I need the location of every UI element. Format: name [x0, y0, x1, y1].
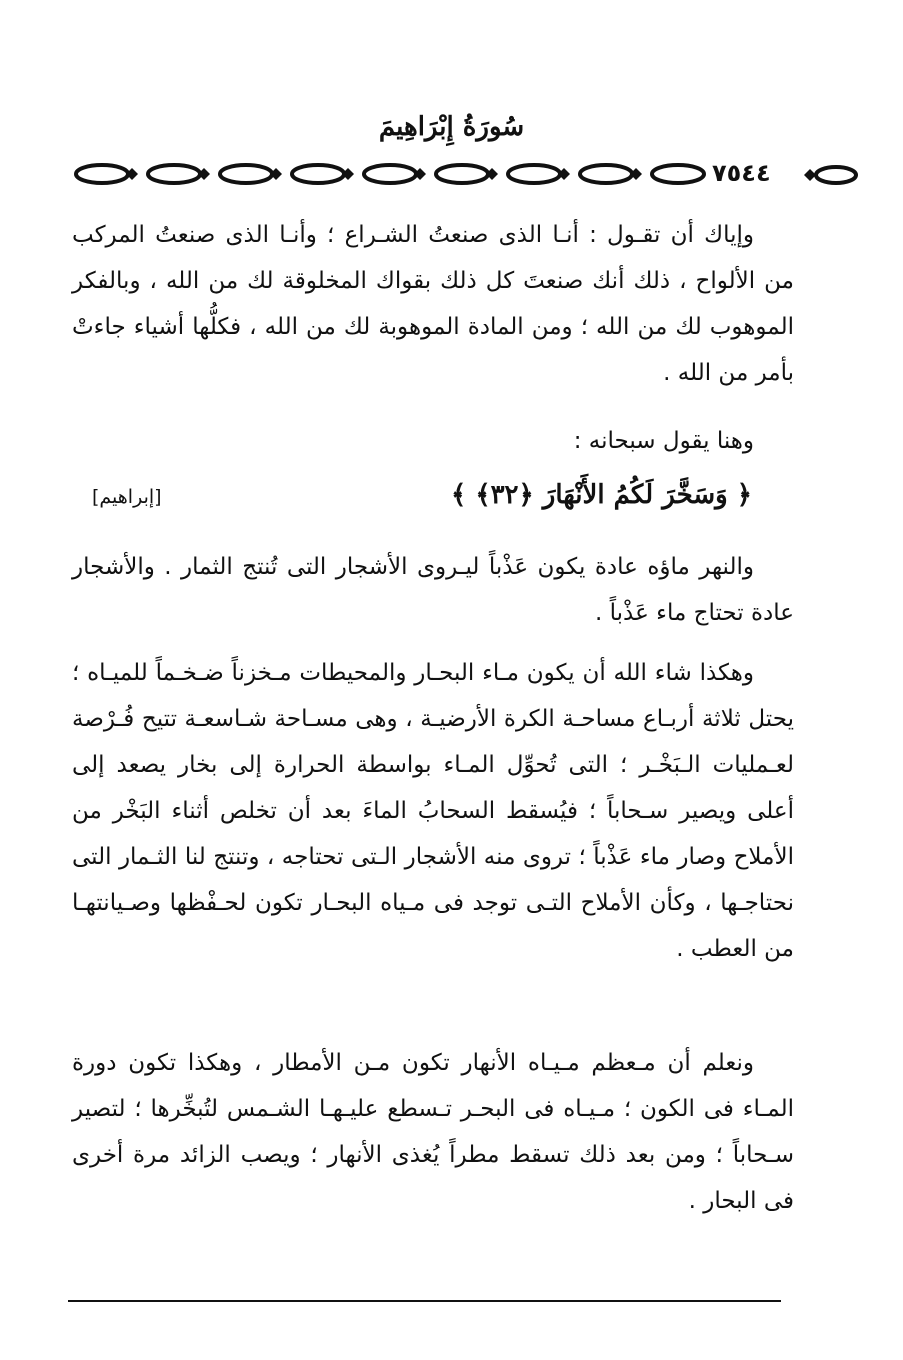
paragraph-4: وهكذا شاء الله أن يكون مـاء البحـار والمحيطات مـخزناً ضـخـماً للميـاه ؛ يحتل ثلاثة أربـاع مساحـة الكرة الأرضيـة ، وهى مسـاحة شـاسعـة تتيح فُـرْصة لعـمليات الـبَخْـر ؛ التى تُحوِّل المـاء بواسطة الحرارة إلى بخار يصعد إلى أعلى ويصير سـحاباً ؛ فيُسقط السحابُ الماءَ بعد أن تخلص أثناء البَخْر من الأملاح وصار ماء عَذْباً ؛ تروى منه الأشجار الـتى تحتاجه ، وتنتج لنا الثـمار التى نحتاجـها ، وكأن الأملاح التـى توجد فى مـياه البحـار تكون لحـفْظها وصـيانتهـا من العطب .	[72, 660, 794, 962]
paragraph-5: ونعلم أن مـعظم مـيـاه الأنهار تكون مـن الأمطار ، وهكذا تكون دورة المـاء فى الكون ؛ مـيـاه فى البحـر تـسطع عليـهـا الشـمس لتُبخِّرها ؛ لتصير سـحاباً ؛ ومن بعد ذلك تسقط مطراً يُغذى الأنهار ؛ ويصب الزائد مرة أخرى فى البحار .	[72, 1050, 794, 1214]
footer-rule	[68, 1300, 781, 1302]
verse-reference: [إبراهيم]	[92, 486, 162, 508]
quran-verse-block	[72, 480, 752, 524]
quran-verse: ﴿ وَسَخَّرَ لَكُمُ الأَنْهَارَ ﴿٣٢﴾ ﴾	[451, 480, 752, 510]
paragraph-3: والنهر ماؤه عادة يكون عَذْباً ليـروى الأشجار التى تُنتج الثمار . والأشجار عادة تحتاج ماء عَذْباً .	[72, 554, 794, 626]
page-number: ٧٥٤٤	[712, 159, 771, 187]
paragraph-2: وهنا يقول سبحانه :	[573, 428, 754, 454]
paragraph-1: وإياك أن تقـول : أنـا الذى صنعتُ الشـراع ؛ وأنـا الذى صنعتُ المركب من الألواح ، ذلك أنك صنعتَ كل ذلك بقواك المخلوقة لك من الله ، وبالفكر الموهوب لك من الله ؛ ومن المادة الموهوبة لك من الله ، فكلُّها أشياء جاءتْ بأمر من الله .	[72, 222, 794, 386]
surah-title: سُورَةُ إِبْرَاهِيمَ	[378, 112, 525, 142]
header-ornament-end	[800, 162, 860, 188]
header-ornament-chain	[70, 158, 710, 190]
